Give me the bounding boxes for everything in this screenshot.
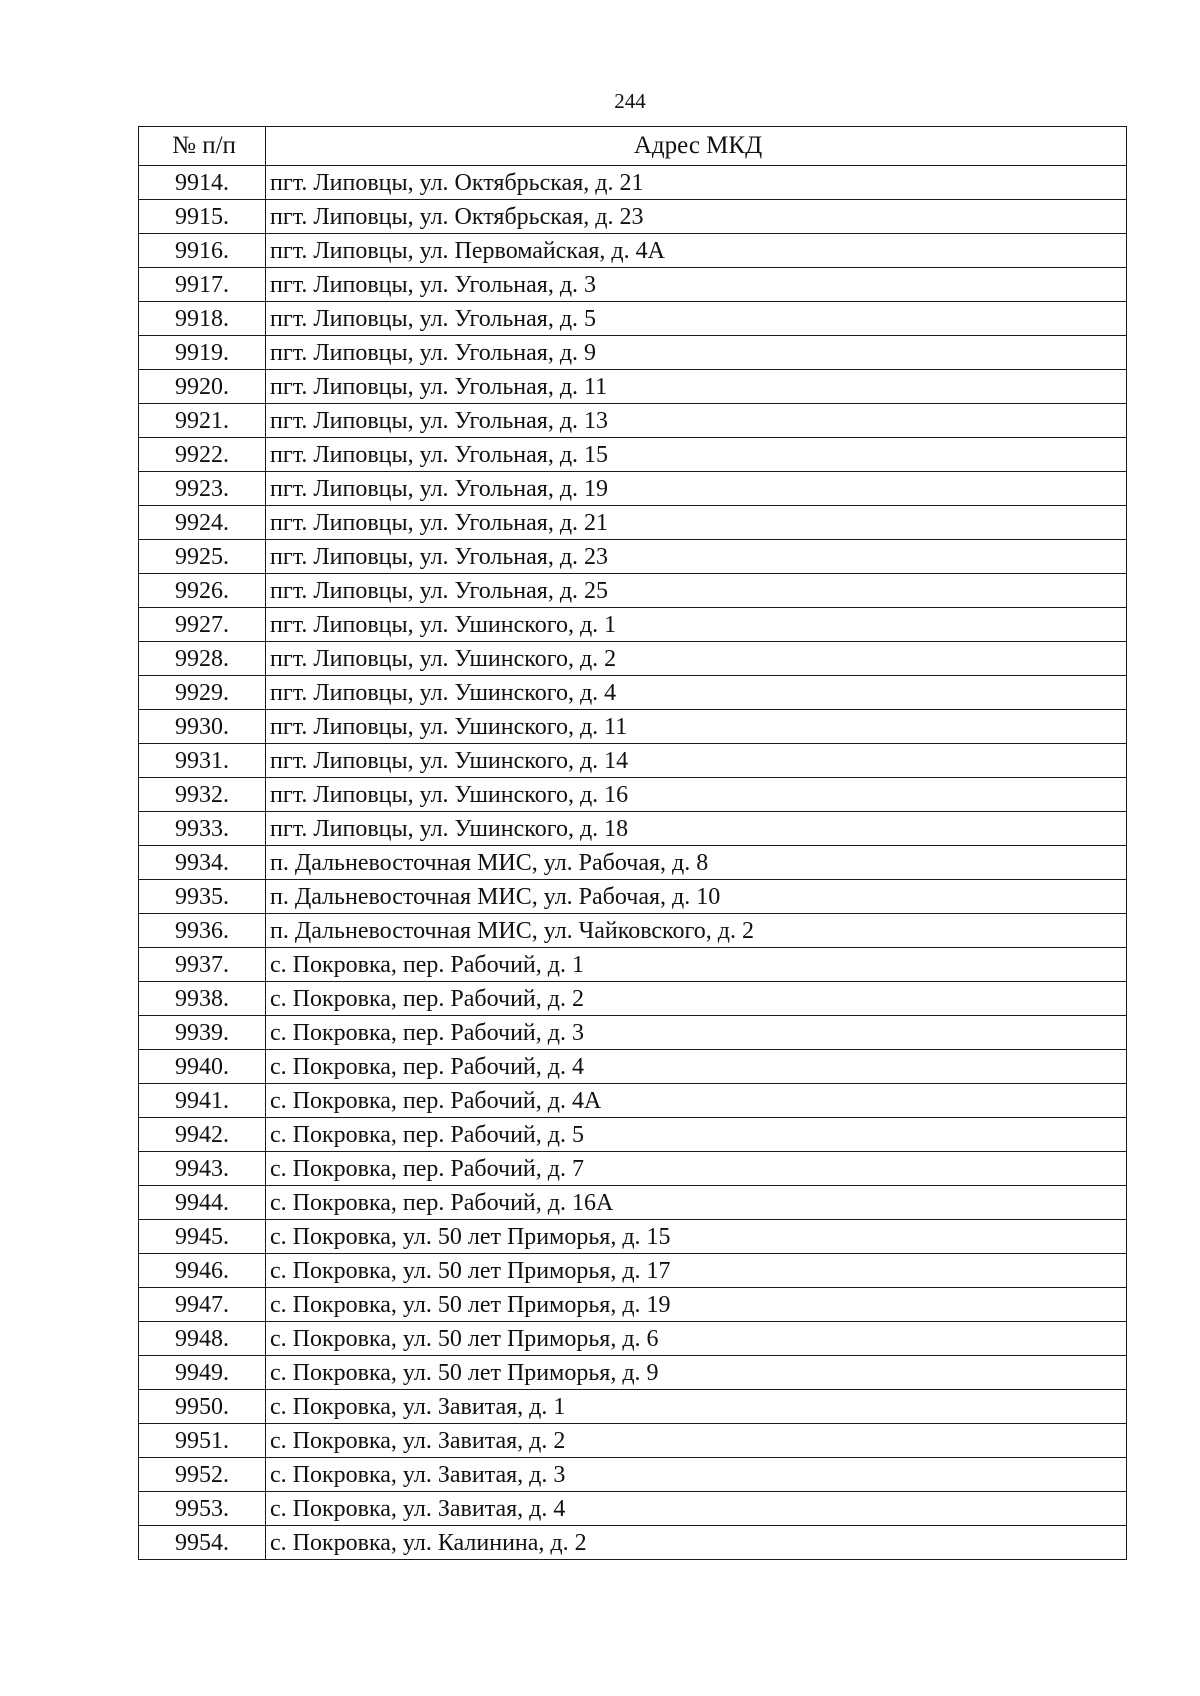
row-address: пгт. Липовцы, ул. Октябрьская, д. 21	[266, 166, 1127, 200]
row-address: пгт. Липовцы, ул. Ушинского, д. 2	[266, 642, 1127, 676]
row-number: 9953.	[139, 1492, 266, 1526]
row-address: с. Покровка, ул. Калинина, д. 2	[266, 1526, 1127, 1560]
row-number: 9943.	[139, 1152, 266, 1186]
row-address: пгт. Липовцы, ул. Угольная, д. 23	[266, 540, 1127, 574]
table-row	[139, 710, 1127, 744]
table-row	[139, 1492, 1127, 1526]
table-row	[139, 200, 1127, 234]
row-number: 9937.	[139, 948, 266, 982]
row-address: п. Дальневосточная МИС, ул. Рабочая, д. 8	[266, 846, 1127, 880]
row-number: 9928.	[139, 642, 266, 676]
row-address: пгт. Липовцы, ул. Угольная, д. 9	[266, 336, 1127, 370]
row-address: с. Покровка, пер. Рабочий, д. 1	[266, 948, 1127, 982]
table-row	[139, 1084, 1127, 1118]
row-address: с. Покровка, ул. 50 лет Приморья, д. 19	[266, 1288, 1127, 1322]
row-number: 9916.	[139, 234, 266, 268]
row-address: пгт. Липовцы, ул. Угольная, д. 15	[266, 438, 1127, 472]
table-row	[139, 642, 1127, 676]
row-number: 9919.	[139, 336, 266, 370]
row-address: с. Покровка, пер. Рабочий, д. 7	[266, 1152, 1127, 1186]
row-number: 9933.	[139, 812, 266, 846]
row-address: п. Дальневосточная МИС, ул. Рабочая, д. 10	[266, 880, 1127, 914]
table-row	[139, 1152, 1127, 1186]
row-address: с. Покровка, пер. Рабочий, д. 3	[266, 1016, 1127, 1050]
row-address: с. Покровка, пер. Рабочий, д. 4	[266, 1050, 1127, 1084]
table-row	[139, 1186, 1127, 1220]
row-number: 9926.	[139, 574, 266, 608]
table-row	[139, 404, 1127, 438]
table-row	[139, 1390, 1127, 1424]
row-number: 9931.	[139, 744, 266, 778]
table-row	[139, 982, 1127, 1016]
row-address: пгт. Липовцы, ул. Угольная, д. 3	[266, 268, 1127, 302]
row-number: 9924.	[139, 506, 266, 540]
row-number: 9915.	[139, 200, 266, 234]
row-address: с. Покровка, пер. Рабочий, д. 4А	[266, 1084, 1127, 1118]
row-address: пгт. Липовцы, ул. Угольная, д. 19	[266, 472, 1127, 506]
row-number: 9949.	[139, 1356, 266, 1390]
table-row	[139, 1322, 1127, 1356]
row-number: 9918.	[139, 302, 266, 336]
table-row	[139, 370, 1127, 404]
row-address: с. Покровка, ул. 50 лет Приморья, д. 9	[266, 1356, 1127, 1390]
row-number: 9944.	[139, 1186, 266, 1220]
row-number: 9954.	[139, 1526, 266, 1560]
row-address: пгт. Липовцы, ул. Октябрьская, д. 23	[266, 200, 1127, 234]
row-address: п. Дальневосточная МИС, ул. Чайковского, д. 2	[266, 914, 1127, 948]
row-number: 9940.	[139, 1050, 266, 1084]
table-row	[139, 1356, 1127, 1390]
table-row	[139, 1016, 1127, 1050]
table-row	[139, 540, 1127, 574]
table-row	[139, 812, 1127, 846]
table-row	[139, 1050, 1127, 1084]
table-row	[139, 166, 1127, 200]
row-number: 9948.	[139, 1322, 266, 1356]
row-address: с. Покровка, ул. Завитая, д. 3	[266, 1458, 1127, 1492]
table-row	[139, 778, 1127, 812]
table-row	[139, 676, 1127, 710]
row-number: 9921.	[139, 404, 266, 438]
row-number: 9946.	[139, 1254, 266, 1288]
row-number: 9929.	[139, 676, 266, 710]
page-number: 244	[614, 89, 646, 113]
row-address: пгт. Липовцы, ул. Ушинского, д. 4	[266, 676, 1127, 710]
header-address: Адрес МКД	[266, 127, 1127, 166]
row-address: пгт. Липовцы, ул. Угольная, д. 21	[266, 506, 1127, 540]
row-address: с. Покровка, пер. Рабочий, д. 5	[266, 1118, 1127, 1152]
table-row	[139, 574, 1127, 608]
row-number: 9930.	[139, 710, 266, 744]
row-number: 9934.	[139, 846, 266, 880]
row-address: с. Покровка, ул. Завитая, д. 1	[266, 1390, 1127, 1424]
table-header-row	[139, 127, 1127, 166]
row-number: 9941.	[139, 1084, 266, 1118]
row-address: пгт. Липовцы, ул. Ушинского, д. 11	[266, 710, 1127, 744]
row-number: 9939.	[139, 1016, 266, 1050]
row-address: с. Покровка, ул. 50 лет Приморья, д. 15	[266, 1220, 1127, 1254]
table-row	[139, 948, 1127, 982]
row-address: с. Покровка, ул. Завитая, д. 2	[266, 1424, 1127, 1458]
row-number: 9932.	[139, 778, 266, 812]
row-address: пгт. Липовцы, ул. Ушинского, д. 1	[266, 608, 1127, 642]
row-number: 9952.	[139, 1458, 266, 1492]
row-address: с. Покровка, ул. 50 лет Приморья, д. 17	[266, 1254, 1127, 1288]
row-number: 9922.	[139, 438, 266, 472]
row-address: пгт. Липовцы, ул. Угольная, д. 5	[266, 302, 1127, 336]
table-row	[139, 438, 1127, 472]
row-address: с. Покровка, пер. Рабочий, д. 2	[266, 982, 1127, 1016]
row-number: 9925.	[139, 540, 266, 574]
table-row	[139, 1118, 1127, 1152]
row-number: 9936.	[139, 914, 266, 948]
table-row	[139, 1526, 1127, 1560]
row-address: с. Покровка, ул. Завитая, д. 4	[266, 1492, 1127, 1526]
table-row	[139, 914, 1127, 948]
row-address: пгт. Липовцы, ул. Ушинского, д. 18	[266, 812, 1127, 846]
row-number: 9917.	[139, 268, 266, 302]
table-body	[139, 166, 1127, 1560]
row-address: пгт. Липовцы, ул. Угольная, д. 11	[266, 370, 1127, 404]
table-row	[139, 472, 1127, 506]
table-row	[139, 608, 1127, 642]
row-number: 9927.	[139, 608, 266, 642]
row-number: 9935.	[139, 880, 266, 914]
table-row	[139, 506, 1127, 540]
row-number: 9923.	[139, 472, 266, 506]
table-row	[139, 336, 1127, 370]
table-row	[139, 1424, 1127, 1458]
table-row	[139, 880, 1127, 914]
table-row	[139, 1458, 1127, 1492]
row-number: 9920.	[139, 370, 266, 404]
table-row	[139, 744, 1127, 778]
row-number: 9942.	[139, 1118, 266, 1152]
row-number: 9945.	[139, 1220, 266, 1254]
row-number: 9951.	[139, 1424, 266, 1458]
header-number: № п/п	[139, 127, 266, 166]
table-row	[139, 268, 1127, 302]
table-row	[139, 1254, 1127, 1288]
row-number: 9938.	[139, 982, 266, 1016]
row-number: 9950.	[139, 1390, 266, 1424]
row-address: с. Покровка, ул. 50 лет Приморья, д. 6	[266, 1322, 1127, 1356]
row-number: 9914.	[139, 166, 266, 200]
table-row	[139, 1220, 1127, 1254]
mkd-address-table	[138, 126, 1127, 1560]
table-row	[139, 234, 1127, 268]
row-address: пгт. Липовцы, ул. Ушинского, д. 16	[266, 778, 1127, 812]
row-address: пгт. Липовцы, ул. Угольная, д. 13	[266, 404, 1127, 438]
row-number: 9947.	[139, 1288, 266, 1322]
row-address: пгт. Липовцы, ул. Первомайская, д. 4А	[266, 234, 1127, 268]
row-address: пгт. Липовцы, ул. Ушинского, д. 14	[266, 744, 1127, 778]
table-row	[139, 1288, 1127, 1322]
table-row	[139, 846, 1127, 880]
table-row	[139, 302, 1127, 336]
row-address: с. Покровка, пер. Рабочий, д. 16А	[266, 1186, 1127, 1220]
row-address: пгт. Липовцы, ул. Угольная, д. 25	[266, 574, 1127, 608]
